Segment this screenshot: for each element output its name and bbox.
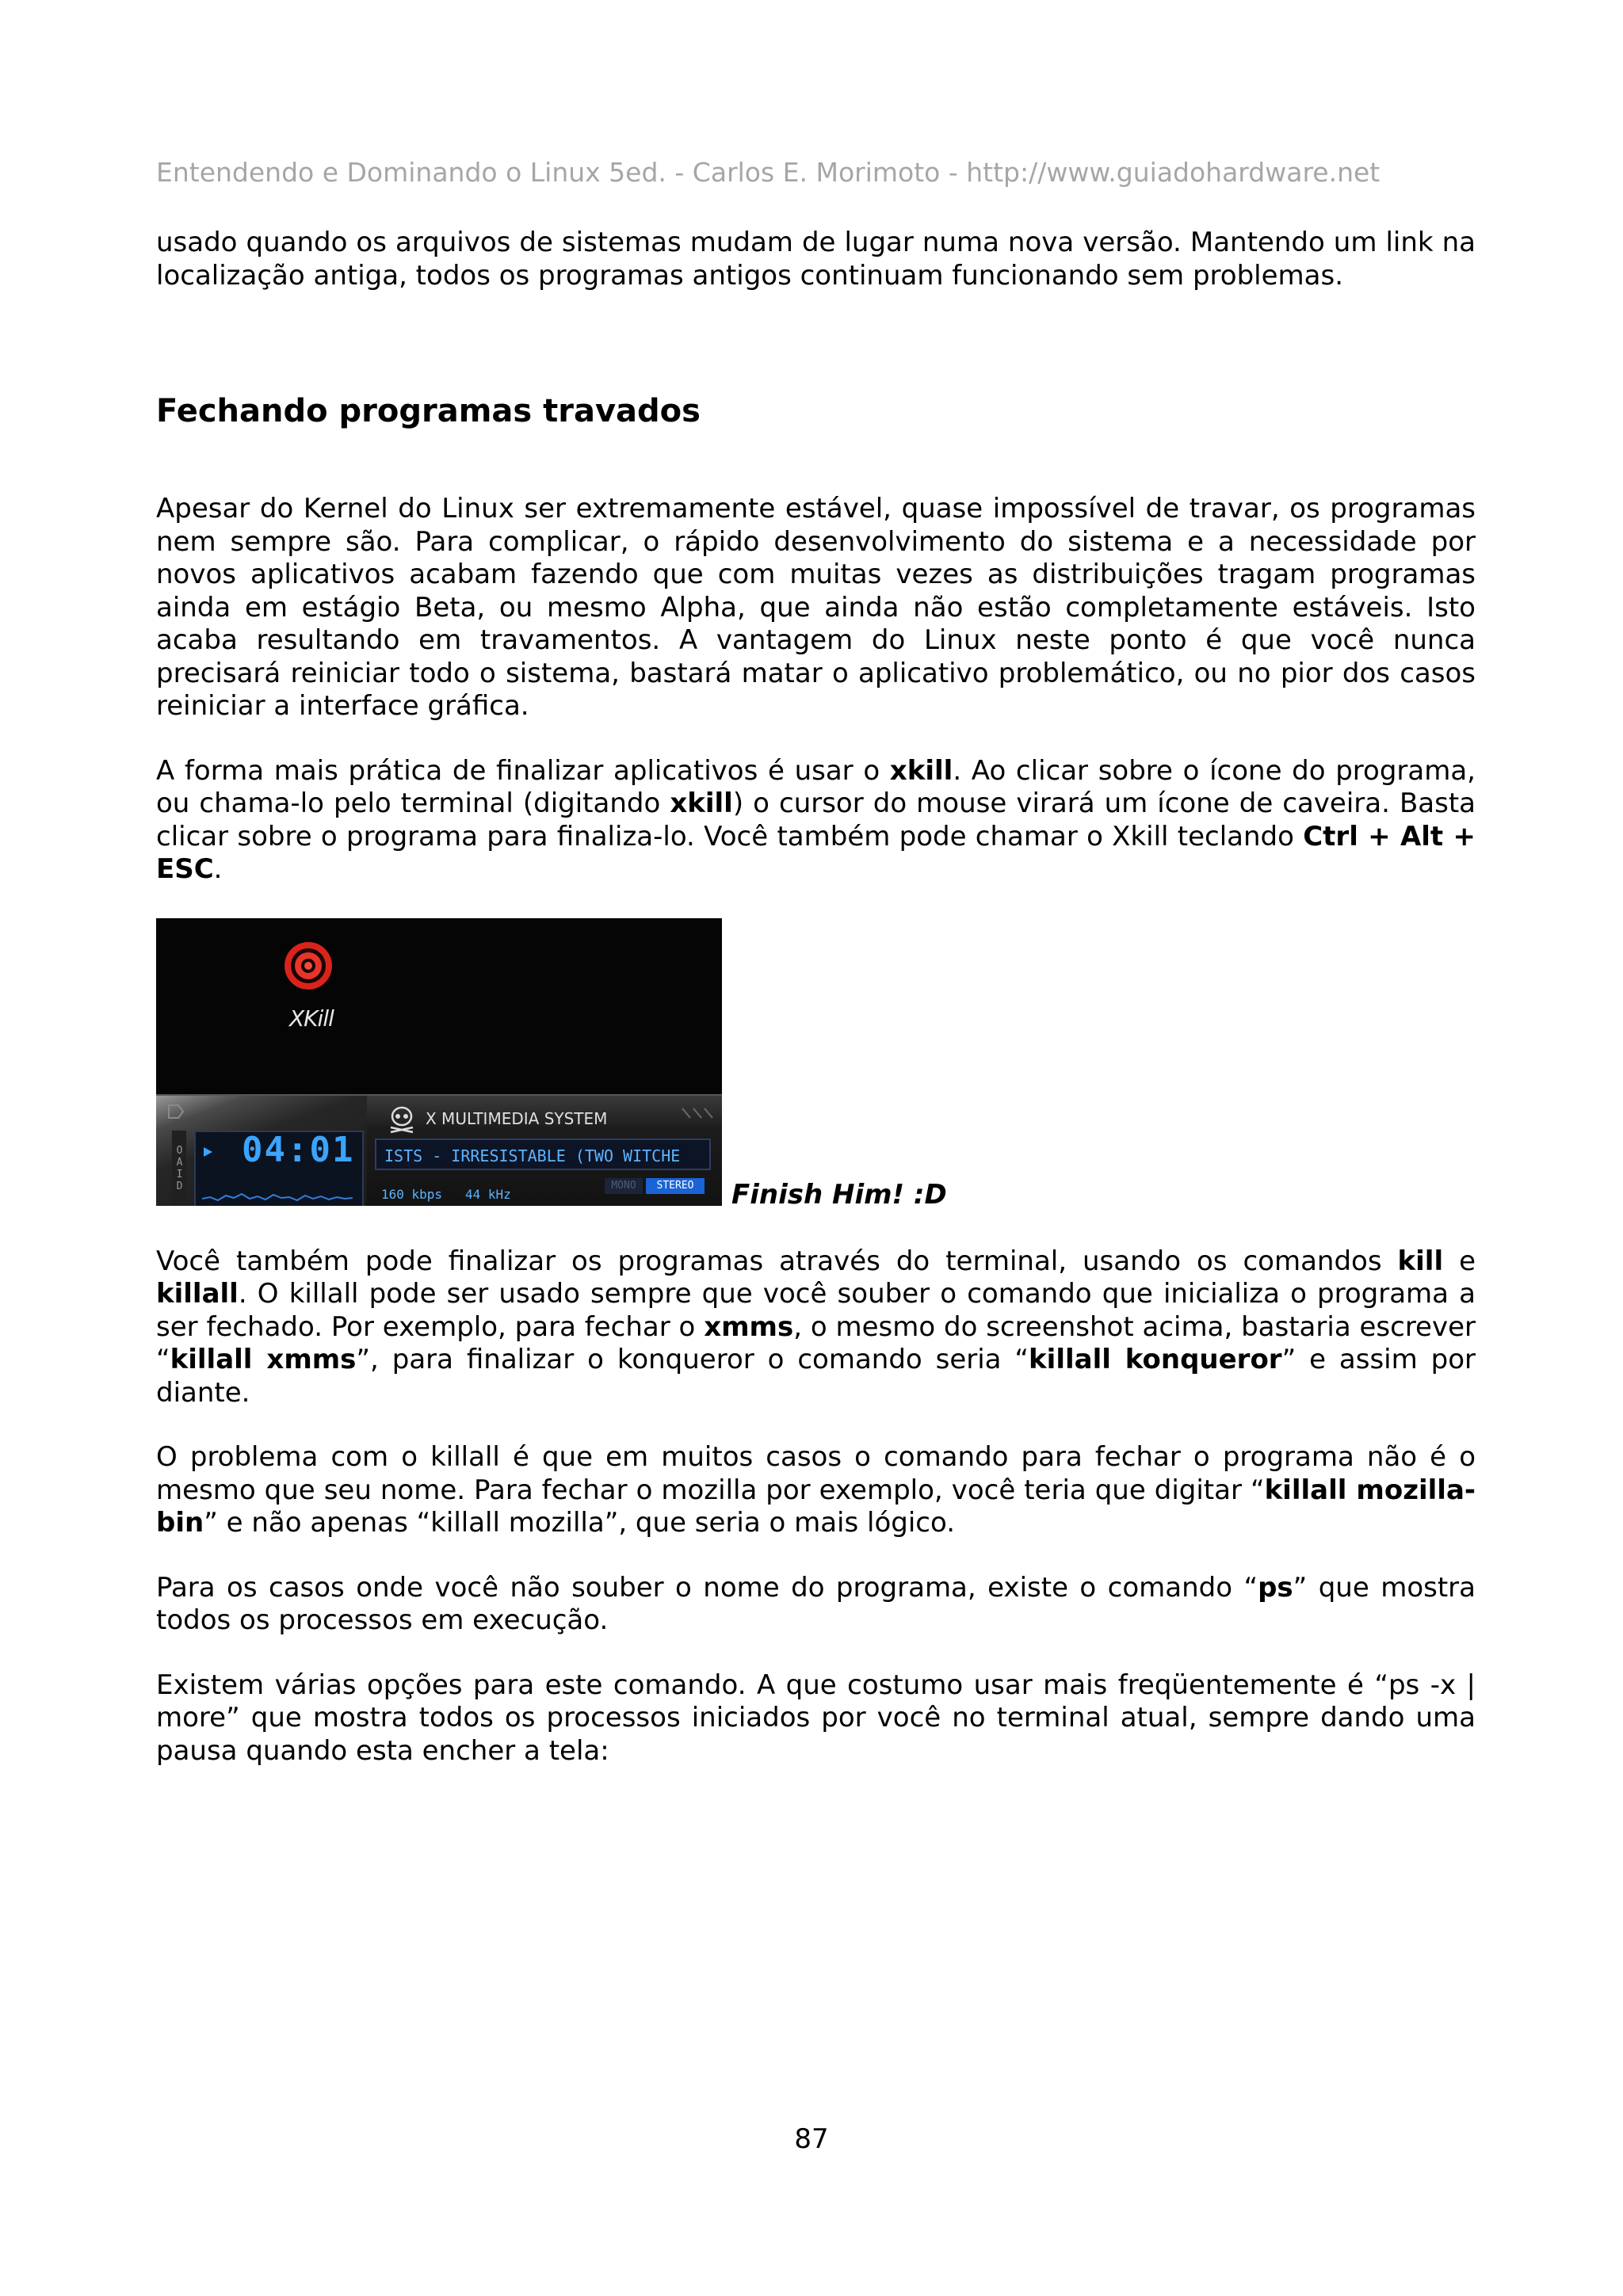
paragraph-killall-problem [156, 1441, 1476, 1540]
paragraph-kill-killall [156, 1245, 1476, 1410]
text-run: ” e não apenas “killall mozilla”, que seria o mais lógico. [204, 1507, 956, 1539]
bold-command: killall xmms [170, 1344, 357, 1375]
xmms-time-display [194, 1131, 364, 1206]
xkill-screenshot [156, 918, 722, 1206]
text-run: ” e assim por diante. [156, 1344, 1476, 1409]
paragraph-ps [156, 1572, 1476, 1638]
xmms-menu-icon[interactable] [166, 1102, 188, 1121]
xmms-player [156, 1094, 722, 1206]
skull-icon [386, 1105, 418, 1134]
mono-indicator: MONO [605, 1178, 643, 1194]
text-run: Para os casos onde você não souber o nome do programa, existe o comando “ [156, 1571, 1258, 1604]
text-run: . Ao clicar sobre o ícone do programa, ou chama-lo pelo terminal (digitando [156, 754, 1476, 819]
figure-xkill [156, 918, 1476, 1211]
bold-command: xkill [670, 788, 733, 819]
window-controls-icon[interactable] [679, 1105, 714, 1121]
text-run: , o mesmo do screenshot acima, bastaria escrever “ [156, 1310, 1476, 1375]
xkill-target-icon [283, 940, 334, 991]
xmms-title-bar [386, 1104, 607, 1135]
paragraph-continuation: usado quando os arquivos de sistemas mudam de lugar numa nova versão. Mantendo um link na localização antiga, todos os programas antigos continuam funcionando sem problemas. [156, 227, 1476, 292]
paragraph-xkill [156, 755, 1476, 887]
page-number: 87 [794, 2123, 829, 2155]
text-run: e [1443, 1245, 1476, 1277]
bold-shortcut: Ctrl + Alt + ESC [156, 820, 1476, 885]
xkill-label: XKill [289, 1005, 334, 1032]
text-run: ”, para finalizar o konqueror o comando seria “ [356, 1344, 1029, 1375]
play-indicator-icon [202, 1146, 213, 1158]
paragraph-intro: Apesar do Kernel do Linux ser extremamente estável, quase impossível de travar, os programas nem sempre são. Para complicar, o rápido desenvolvimento do sistema e a necessidade por novos aplicativos acabam fazendo que com muitas vezes as distribuições tragam programas ainda em estágio Beta, ou mesmo Alpha, que ainda não estão completamente estáveis. Isto acaba resultando em travamentos. A vantagem do Linux neste ponto é que você nunca precisará reiniciar todo o sistema, bastará matar o aplicativo problemático, ou no pior dos casos reiniciar a interface gráfica. [156, 493, 1476, 722]
bold-command: ps [1258, 1571, 1293, 1604]
stereo-indicator: STEREO [646, 1178, 705, 1194]
xmms-time: 04:01 [242, 1129, 355, 1170]
bitrate-info: 160 kbps 44 kHz [381, 1186, 511, 1202]
bold-command: killall [156, 1278, 239, 1310]
bold-command: xmms [704, 1310, 794, 1343]
text-run: ) o cursor do mouse virará um ícone de caveira. Basta clicar sobre o programa para finaliza-lo. Você também pode chamar o Xkill teclando [156, 788, 1476, 852]
bold-command: killall mozilla-bin [156, 1474, 1476, 1539]
text-run: A forma mais prática de finalizar aplicativos é usar o [156, 754, 890, 787]
text-run: O problema com o killall é que em muitos casos o comando para fechar o programa não é o mesmo que seu nome. Para fechar o mozilla por exemplo, você teria que digitar “ [156, 1441, 1476, 1506]
running-header: Entendendo e Dominando o Linux 5ed. - Carlos E. Morimoto - http://www.guiadohardware.net [156, 157, 1381, 188]
text-run: ” que mostra todos os processos em execução. [156, 1571, 1476, 1636]
paragraph-ps-options: Existem várias opções para este comando. A que costumo usar mais freqüentemente é “ps -x | more” que mostra todos os processos iniciados por você no terminal atual, sempre dando uma pausa quando esta encher a tela: [156, 1669, 1476, 1767]
bold-command: killall konqueror [1029, 1344, 1282, 1375]
xmms-oaid-strip: OAID [172, 1131, 186, 1206]
bold-command: xkill [889, 754, 953, 787]
xmms-title: X MULTIMEDIA SYSTEM [426, 1108, 608, 1128]
spectrum-visualizer [202, 1183, 353, 1203]
bold-command: kill [1397, 1245, 1444, 1277]
song-title-marquee: ISTS - IRRESISTABLE (TWO WITCHE [375, 1138, 711, 1170]
text-run: . [213, 853, 223, 885]
figure-caption: Finish Him! :D [731, 1178, 947, 1211]
text-run: Você também pode finalizar os programas através do terminal, usando os comandos [156, 1245, 1398, 1277]
text-run: . O killall pode ser usado sempre que você souber o comando que inicializa o programa a ser fechado. Por exemplo, para fechar o [156, 1278, 1476, 1343]
page-content [156, 227, 1476, 1799]
section-heading: Fechando programas travados [156, 393, 701, 429]
